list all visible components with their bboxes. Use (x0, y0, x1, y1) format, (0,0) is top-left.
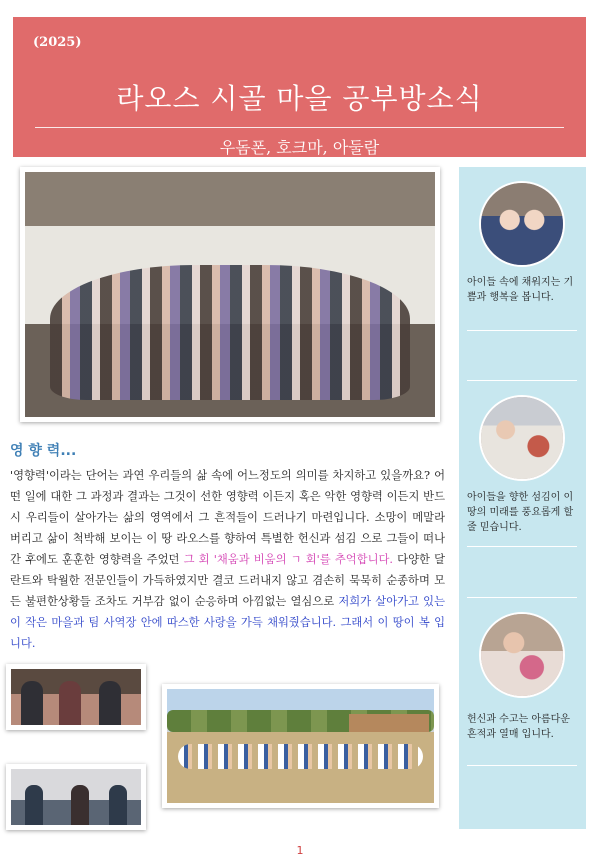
sidebar-photo-children-meal (479, 181, 565, 267)
sidebar (459, 167, 586, 829)
sidebar-caption-1: 아이들 속에 채워지는 기쁨과 행복을 봅니다. (467, 277, 574, 303)
article-highlight-pink: 그 회 '채움과 비움의 ㄱ 회'를 추억합니다. (183, 553, 393, 566)
sidebar-divider (467, 765, 577, 766)
sidebar-divider (467, 380, 577, 381)
sidebar-photo-haircut (479, 612, 565, 698)
newsletter-subtitle: 우돔폰, 호크마, 아둘람 (219, 138, 380, 157)
sidebar-caption-3: 헌신과 수고는 아름다운 흔적과 열매 입니다. (467, 714, 570, 740)
article-paragraph-main: '영향력'이라는 단어는 과연 우리들의 삶 속에 어느정도의 의미를 차지하고 있을까요? 어떤 일에 대한 그 과정과 결과는 그것이 선한 영향력 이든지 혹은 악한 영향력 이든지 반드시 우리들이 살아가는 삶의 영역에서 그 흔적들이 드러나기 마련입니다. 소망이 메말라 버리고 삶이 척박해 보이는 이 땅 라오스를 향하여 특별한 헌신과 섬김 으로 그들이 떠나간 후에도 훈훈한 영향력을 주었던 (10, 469, 445, 566)
article-highlight-blue: 저희가 살아가고 있는 이 작은 마을과 팀 사역장 안에 따스한 사랑을 가득 채워줬습니다. 그래서 이 땅이 복 입니다. (10, 595, 445, 650)
photo-haircut-service (6, 664, 146, 730)
sidebar-divider (467, 330, 577, 331)
sidebar-caption-2: 아이들을 향한 섬김이 이 땅의 미래를 풍요롭게 할 줄 믿습니다. (467, 492, 574, 533)
article-headline: 영 향 력... (10, 443, 77, 459)
header-divider (35, 127, 564, 128)
page-number: 1 (296, 844, 304, 857)
photo-medical-service (6, 764, 146, 830)
group-photo (20, 167, 440, 422)
newsletter-title: 라오스 시골 마을 공부방소식 (116, 82, 483, 115)
sidebar-divider (467, 597, 577, 598)
sidebar-divider (467, 546, 577, 547)
photo-school-yard (162, 684, 439, 808)
issue-year: (2025) (33, 35, 82, 50)
article-paragraph-mid: 다양한 달란트와 탁월한 전문인들이 가득하였지만 결코 드러내지 않고 겸손히 묵묵히 순종하며 모든 불편한상황들 조차도 거부감 없이 순응하며 아낌없는 열심으로 (10, 553, 445, 608)
article-body (10, 465, 445, 654)
newsletter-header (13, 17, 586, 157)
sidebar-photo-children-class (479, 395, 565, 481)
